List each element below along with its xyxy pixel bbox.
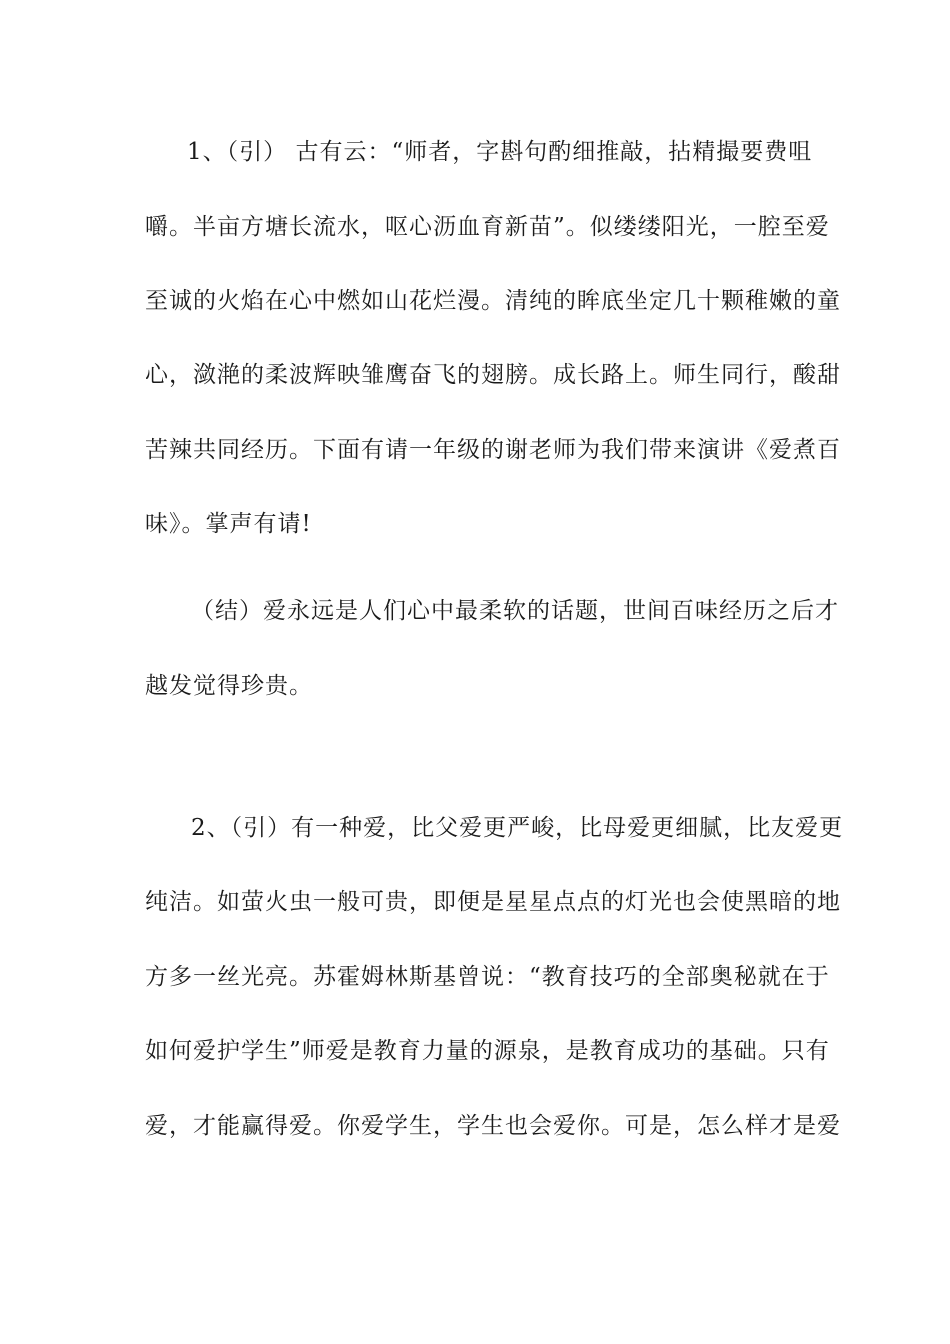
paragraph-1-line-1: 1、（引） 古有云：“师者，字斟句酌细推敲，拈精撮要费咀 bbox=[187, 139, 813, 165]
paragraph-3-line-5: 爱，才能赢得爱。你爱学生，学生也会爱你。可是，怎么样才是爱 bbox=[145, 1113, 841, 1139]
paragraph-2-line-2: 越发觉得珍贵。 bbox=[145, 673, 313, 699]
paragraph-3-line-4: 如何爱护学生”师爱是教育力量的源泉，是教育成功的基础。只有 bbox=[145, 1038, 830, 1064]
paragraph-3-line-3: 方多一丝光亮。苏霍姆林斯基曾说：“教育技巧的全部奥秘就在于 bbox=[145, 964, 830, 990]
paragraph-1-line-4: 心，潋滟的柔波辉映雏鹰奋飞的翅膀。成长路上。师生同行，酸甜 bbox=[145, 362, 841, 388]
paragraph-1-line-5: 苦辣共同经历。下面有请一年级的谢老师为我们带来演讲《爱煮百 bbox=[145, 437, 841, 463]
paragraph-3-line-2: 纯洁。如萤火虫一般可贵，即便是星星点点的灯光也会使黑暗的地 bbox=[145, 889, 841, 915]
paragraph-1-line-2: 嚼。半亩方塘长流水，呕心沥血育新苗”。似缕缕阳光，一腔至爱 bbox=[145, 214, 830, 240]
paragraph-1-line-3: 至诚的火焰在心中燃如山花烂漫。清纯的眸底坐定几十颗稚嫩的童 bbox=[145, 288, 841, 314]
paragraph-3-line-1: 2、（引）有一种爱，比父爱更严峻，比母爱更细腻，比友爱更 bbox=[191, 815, 844, 841]
paragraph-1-line-6: 味》。掌声有请! bbox=[145, 511, 312, 537]
paragraph-2-line-1: （结）爱永远是人们心中最柔软的话题，世间百味经历之后才 bbox=[191, 598, 839, 624]
